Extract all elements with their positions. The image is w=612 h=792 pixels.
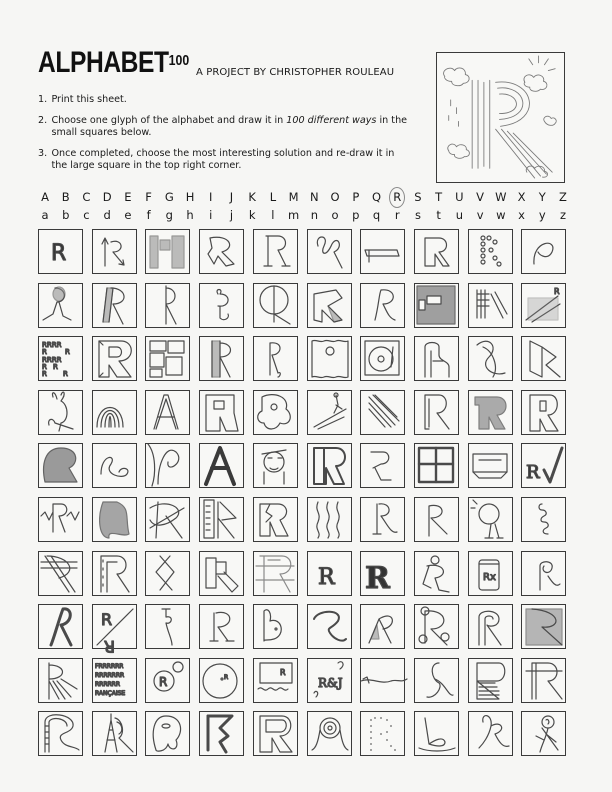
alphabet-letter: E <box>124 190 132 204</box>
r-sketch-icon <box>308 712 350 754</box>
alphabet-letter: f <box>146 208 151 222</box>
r-sketch-icon <box>146 605 188 647</box>
alphabet-letter: N <box>310 190 319 204</box>
alphabet-letter: O <box>330 190 340 204</box>
r-sketch-icon <box>254 552 296 594</box>
drawing-square <box>38 497 83 542</box>
drawing-square <box>199 551 244 596</box>
r-sketch-icon <box>254 659 296 701</box>
step-text: Once completed, choose the most interesting solution and re-draw it in the large square in the top right corner. <box>51 147 395 171</box>
drawing-square <box>414 551 459 596</box>
r-sketch-icon <box>308 444 350 486</box>
r-sketch-icon <box>361 712 403 754</box>
step-text-part: in the small squares below. <box>51 114 408 138</box>
instruction-step-1 <box>38 94 412 107</box>
drawing-square <box>521 711 566 756</box>
drawing-square <box>253 283 298 328</box>
r-sketch-icon <box>39 391 81 433</box>
drawing-square <box>468 443 513 488</box>
r-sketch-icon <box>361 498 403 540</box>
alphabet-letter: d <box>103 208 111 222</box>
alphabet-letter: I <box>209 190 213 204</box>
alphabet-letter: J <box>229 190 234 204</box>
r-sketch-icon <box>146 712 188 754</box>
r-sketch-icon <box>200 659 242 701</box>
r-sketch-icon <box>93 605 135 657</box>
r-sketch-icon <box>39 712 81 754</box>
svg-text:R: R <box>526 462 540 484</box>
r-sketch-icon <box>93 712 135 754</box>
alphabet-letter: B <box>61 190 70 204</box>
alphabet-letter: q <box>372 208 381 222</box>
r-sketch-icon <box>308 284 350 326</box>
svg-text:R: R <box>53 363 58 372</box>
r-sketch-icon <box>93 552 135 594</box>
drawing-square <box>521 658 566 703</box>
r-sketch-icon <box>469 284 511 326</box>
r-sketch-icon <box>93 391 135 433</box>
r-sketch-icon <box>361 337 403 379</box>
drawing-square <box>145 658 190 703</box>
drawing-square <box>307 658 352 703</box>
featured-drawing-square <box>436 52 565 183</box>
alphabet-letter: C <box>82 190 91 204</box>
drawing-square <box>38 336 83 381</box>
r-sketch-icon <box>361 391 403 433</box>
drawing-square <box>199 443 244 488</box>
alphabet-letter: m <box>288 208 300 222</box>
drawing-square <box>253 229 298 274</box>
svg-text:R&J: R&J <box>317 675 343 690</box>
svg-text:R: R <box>159 674 168 689</box>
r-sketch-icon <box>146 498 188 540</box>
drawing-square <box>38 604 83 649</box>
drawing-square <box>414 658 459 703</box>
drawing-square <box>521 497 566 542</box>
rainbow-r-drawing <box>437 53 563 181</box>
drawing-square <box>199 658 244 703</box>
r-sketch-icon <box>361 659 403 701</box>
r-sketch-icon <box>522 230 564 272</box>
r-sketch-icon <box>522 605 564 647</box>
r-sketch-icon <box>146 337 188 379</box>
r-sketch-icon <box>200 498 242 540</box>
r-sketch-icon <box>361 444 403 486</box>
r-sketch-icon <box>361 284 403 326</box>
r-sketch-icon <box>146 284 188 326</box>
drawing-square <box>521 551 566 596</box>
drawing-square <box>414 283 459 328</box>
drawing-square <box>199 390 244 435</box>
svg-text:RRRRRR: RRRRRR <box>94 680 120 688</box>
r-sketch-icon <box>522 391 564 433</box>
drawing-square <box>307 711 352 756</box>
r-sketch-icon <box>415 391 457 433</box>
subtitle-prefix: A PROJECT BY <box>196 67 267 78</box>
r-sketch-icon <box>469 444 511 486</box>
r-sketch-icon <box>415 230 457 272</box>
alphabet-letter: Z <box>559 190 567 204</box>
alphabet-letter: L <box>269 190 277 204</box>
r-sketch-icon <box>93 659 135 701</box>
svg-text:RRRR: RRRR <box>42 341 62 350</box>
alphabet-letter: g <box>165 208 173 222</box>
drawing-square <box>145 336 190 381</box>
r-sketch-icon <box>254 605 296 647</box>
alphabet-letter: l <box>271 208 275 222</box>
r-sketch-icon <box>200 337 242 379</box>
svg-text:Rx: Rx <box>482 571 496 583</box>
r-sketch-icon <box>146 230 188 272</box>
drawing-square <box>145 390 190 435</box>
drawing-square <box>468 711 513 756</box>
step-text-part: Choose one glyph of the alphabet and draw it in <box>51 114 287 126</box>
instructions-list <box>38 94 428 181</box>
alphabet-letter: s <box>414 208 421 222</box>
alphabet-letter: z <box>559 208 566 222</box>
drawing-square <box>38 283 83 328</box>
page-title <box>38 48 189 78</box>
svg-text:R: R <box>42 370 47 379</box>
svg-text:RANÇAISE: RANÇAISE <box>94 689 125 697</box>
drawing-square <box>92 336 137 381</box>
r-sketch-icon <box>469 712 511 754</box>
alphabet-letter: i <box>209 208 213 222</box>
alphabet-letter: T <box>435 190 443 204</box>
svg-text:R: R <box>42 348 47 357</box>
drawing-square <box>199 711 244 756</box>
step-number: 3. <box>38 147 48 159</box>
drawing-square <box>145 229 190 274</box>
r-sketch-icon <box>469 391 511 433</box>
alphabet-letter: V <box>476 190 485 204</box>
drawing-square <box>521 336 566 381</box>
r-sketch-icon <box>200 552 242 594</box>
svg-text:R: R <box>51 241 67 266</box>
alphabet-letter: a <box>41 208 49 222</box>
r-sketch-icon <box>522 712 564 754</box>
svg-text:R: R <box>224 673 229 681</box>
drawing-square <box>92 551 137 596</box>
drawing-square <box>145 604 190 649</box>
r-sketch-icon <box>308 230 350 272</box>
r-sketch-icon <box>146 444 188 486</box>
drawing-square <box>92 658 137 703</box>
drawing-square <box>360 336 405 381</box>
drawing-square <box>199 283 244 328</box>
drawing-square <box>199 604 244 649</box>
drawing-square <box>199 229 244 274</box>
drawing-square <box>38 390 83 435</box>
drawing-square <box>253 658 298 703</box>
r-sketch-icon <box>415 605 457 647</box>
alphabet-letter: M <box>288 190 299 204</box>
alphabet-letter: t <box>436 208 441 222</box>
svg-text:R: R <box>279 667 286 677</box>
alphabet-letter: D <box>102 190 112 204</box>
instruction-step-2 <box>38 115 412 140</box>
alphabet-letter: x <box>518 208 525 222</box>
drawing-square <box>468 604 513 649</box>
drawing-square <box>414 497 459 542</box>
svg-text:R: R <box>65 348 70 357</box>
drawing-square <box>92 283 137 328</box>
r-sketch-icon <box>39 659 81 701</box>
r-sketch-icon <box>308 659 350 701</box>
drawing-square <box>307 604 352 649</box>
svg-text:RRRRRRR: RRRRRRR <box>94 671 124 679</box>
alphabet-letter: h <box>186 208 194 222</box>
drawing-square <box>145 711 190 756</box>
alphabet-letter: Y <box>538 190 546 204</box>
alphabet-letter: k <box>248 208 256 222</box>
drawing-square <box>360 551 405 596</box>
drawing-square <box>360 390 405 435</box>
r-sketch-icon <box>361 605 403 647</box>
drawing-square <box>92 443 137 488</box>
drawing-square <box>307 497 352 542</box>
drawing-square <box>521 390 566 435</box>
r-sketch-icon <box>469 230 511 272</box>
r-sketch-icon <box>469 552 511 594</box>
r-sketch-icon <box>39 284 81 326</box>
alphabet-letter: X <box>517 190 526 204</box>
drawing-square <box>360 658 405 703</box>
alphabet-letter: y <box>538 208 546 222</box>
drawing-square <box>92 229 137 274</box>
drawing-square <box>468 390 513 435</box>
drawing-square <box>307 229 352 274</box>
drawing-square <box>468 229 513 274</box>
r-sketch-icon <box>93 337 135 379</box>
svg-text:R: R <box>365 560 391 596</box>
drawing-square <box>253 711 298 756</box>
r-sketch-icon <box>522 498 564 540</box>
r-sketch-icon <box>93 444 135 486</box>
r-sketch-icon <box>415 284 457 326</box>
subtitle <box>196 67 394 78</box>
r-sketch-icon <box>39 552 81 594</box>
title-superscript: 100 <box>168 52 190 69</box>
alphabet-letter: e <box>124 208 132 222</box>
subtitle-author: CHRISTOPHER ROULEAU <box>269 67 395 78</box>
r-sketch-icon <box>361 230 403 272</box>
r-sketch-icon <box>254 284 296 326</box>
drawing-square <box>468 336 513 381</box>
alphabet-letter: n <box>310 208 318 222</box>
drawing-square <box>145 551 190 596</box>
r-sketch-icon <box>469 605 511 647</box>
step-number: 1. <box>38 94 48 105</box>
alphabet-letter: W <box>495 190 507 204</box>
drawing-square <box>360 229 405 274</box>
drawing-square <box>92 711 137 756</box>
r-sketch-icon <box>415 337 457 379</box>
r-sketch-icon <box>308 498 350 540</box>
drawing-square <box>253 336 298 381</box>
title-text: ALPHABET <box>38 46 169 79</box>
r-sketch-icon <box>308 605 350 647</box>
r-sketch-icon <box>522 659 564 701</box>
r-sketch-icon <box>200 284 242 326</box>
instruction-step-3 <box>38 148 412 173</box>
alphabet-letter: w <box>496 208 506 222</box>
drawing-square <box>307 336 352 381</box>
drawing-square <box>414 336 459 381</box>
step-text-emphasis: 100 different ways <box>286 114 377 126</box>
r-sketch-icon <box>93 230 135 272</box>
r-sketch-icon <box>522 337 564 379</box>
drawing-square <box>145 283 190 328</box>
drawing-square <box>253 390 298 435</box>
r-sketch-icon <box>93 284 135 326</box>
drawing-square <box>468 551 513 596</box>
r-sketch-icon <box>361 552 403 594</box>
r-sketch-icon <box>308 552 350 594</box>
drawing-square <box>199 497 244 542</box>
alphabet-letter: S <box>414 190 422 204</box>
alphabet-letter: o <box>331 208 339 222</box>
step-text: Print this sheet. <box>51 94 127 105</box>
drawing-square <box>145 497 190 542</box>
drawing-square <box>199 336 244 381</box>
drawing-square <box>253 551 298 596</box>
alphabet-letter: v <box>476 208 484 222</box>
r-sketch-icon <box>39 230 81 272</box>
svg-text:RRRR: RRRR <box>42 356 62 365</box>
alphabet-letter: G <box>164 190 174 204</box>
drawing-square <box>307 443 352 488</box>
drawing-square <box>414 604 459 649</box>
drawing-square <box>253 443 298 488</box>
alphabet-letter: u <box>455 208 464 222</box>
r-sketch-icon <box>39 498 81 540</box>
r-sketch-icon <box>469 337 511 379</box>
step-text <box>51 115 412 140</box>
lowercase-alphabet <box>38 208 570 222</box>
drawing-square <box>414 711 459 756</box>
r-sketch-icon <box>469 498 511 540</box>
drawing-square <box>92 604 137 657</box>
svg-text:FRRRRRR: FRRRRRR <box>94 662 124 670</box>
alphabet-letter: b <box>62 208 70 222</box>
r-sketch-icon <box>415 659 457 701</box>
svg-text:R: R <box>103 637 115 657</box>
drawing-square <box>38 443 83 488</box>
uppercase-alphabet <box>38 190 570 204</box>
svg-text:R: R <box>100 610 112 630</box>
r-sketch-icon <box>469 659 511 701</box>
alphabet-letter: F <box>145 190 152 204</box>
drawing-square <box>521 443 566 488</box>
r-sketch-icon <box>254 498 296 540</box>
alphabet-letter: c <box>83 208 90 222</box>
drawing-square <box>468 658 513 703</box>
r-sketch-icon <box>146 391 188 433</box>
drawing-square <box>360 604 405 649</box>
r-sketch-icon <box>39 444 81 486</box>
drawing-square <box>360 711 405 756</box>
alphabet-letter: U <box>455 190 464 204</box>
drawing-square <box>468 283 513 328</box>
drawing-square <box>92 390 137 435</box>
alphabet-letter: H <box>185 190 195 204</box>
r-sketch-icon <box>39 337 81 379</box>
r-sketch-icon <box>308 337 350 379</box>
drawing-square <box>414 390 459 435</box>
drawing-square <box>38 658 83 703</box>
r-sketch-icon <box>200 712 242 754</box>
r-sketch-icon <box>415 498 457 540</box>
alphabet-letter: K <box>248 190 256 204</box>
r-sketch-icon <box>522 444 564 486</box>
r-sketch-icon <box>254 444 296 486</box>
drawing-square <box>468 497 513 542</box>
r-sketch-icon <box>254 712 296 754</box>
r-sketch-icon <box>146 552 188 594</box>
step-number: 2. <box>38 114 48 126</box>
r-sketch-icon <box>522 284 564 326</box>
drawing-square <box>92 497 137 542</box>
r-sketch-icon <box>200 444 242 486</box>
r-sketch-icon <box>200 605 242 647</box>
r-sketch-icon <box>254 230 296 272</box>
r-sketch-icon <box>254 391 296 433</box>
r-sketch-icon <box>200 230 242 272</box>
drawing-square <box>38 711 83 756</box>
drawing-square <box>145 443 190 488</box>
drawing-square <box>253 497 298 542</box>
drawing-square <box>307 390 352 435</box>
drawing-square <box>360 497 405 542</box>
drawing-square <box>253 604 298 649</box>
drawing-square <box>307 283 352 328</box>
r-sketch-icon <box>308 391 350 433</box>
svg-text:R: R <box>554 286 560 296</box>
r-sketch-icon <box>415 444 457 486</box>
alphabet-letter: A <box>41 190 49 204</box>
r-sketch-icon <box>415 552 457 594</box>
svg-text:R: R <box>317 564 335 590</box>
alphabet-letter: j <box>229 208 234 222</box>
drawing-square <box>414 443 459 488</box>
r-sketch-icon <box>146 659 188 701</box>
alphabet-letter: p <box>352 208 360 222</box>
r-sketch-icon <box>522 552 564 594</box>
r-sketch-icon <box>93 498 135 540</box>
r-sketch-icon <box>39 605 81 647</box>
drawing-square <box>38 551 83 596</box>
alphabet-letter: r <box>394 208 400 222</box>
svg-text:R: R <box>63 370 68 379</box>
drawing-square <box>360 443 405 488</box>
drawing-square <box>38 229 83 274</box>
drawing-square <box>360 283 405 328</box>
drawing-square <box>307 551 352 596</box>
drawing-square <box>414 229 459 274</box>
drawing-square <box>521 283 566 328</box>
r-sketch-icon <box>415 712 457 754</box>
r-sketch-icon <box>200 391 242 433</box>
svg-text:R: R <box>42 363 47 372</box>
alphabet-letter: P <box>352 190 360 204</box>
r-sketch-icon <box>254 337 296 379</box>
drawing-square <box>521 604 566 649</box>
drawing-square <box>521 229 566 274</box>
alphabet-letter: Q <box>371 190 382 204</box>
alphabet-letter-selected: R <box>390 190 404 204</box>
